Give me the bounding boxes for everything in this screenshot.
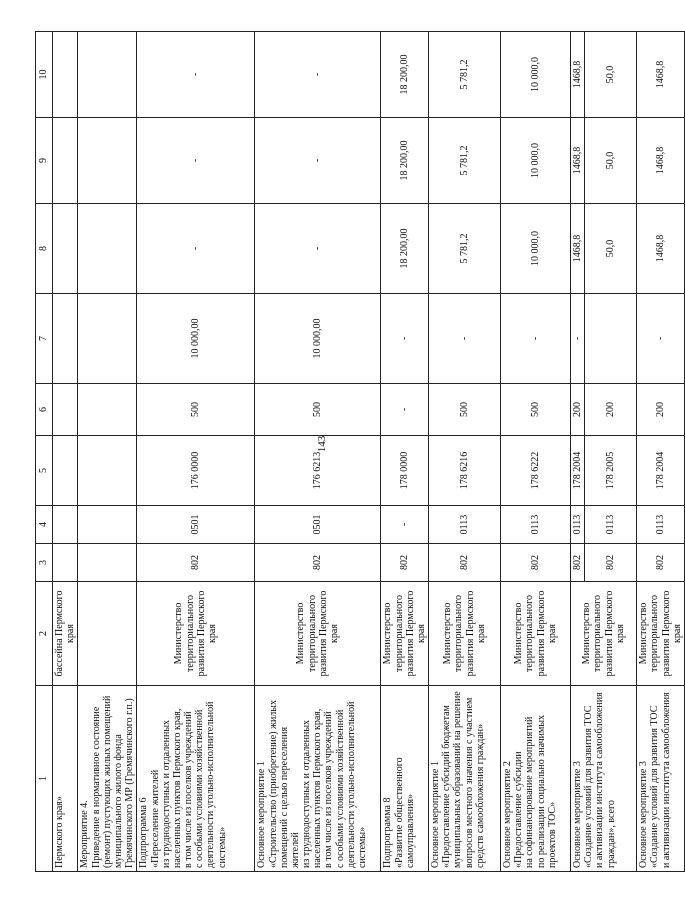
table-row: [381, 32, 429, 872]
table-row: [78, 32, 137, 872]
value-cell: [585, 294, 637, 384]
col-header: 10: [36, 32, 53, 118]
value-cell: -: [255, 32, 381, 118]
program-cell-line: «Развитие общественного: [393, 757, 405, 868]
value-cell: 10 000,00: [255, 294, 381, 384]
program-cell-line: Гремячинского МР (Гремячинского г.п.): [124, 698, 136, 868]
value-cell: 178 0000: [381, 436, 429, 506]
table-row: [429, 32, 501, 872]
value-cell: 5 781,2: [429, 118, 501, 204]
value-cell: -: [429, 294, 501, 384]
responsible-cell-line: территориального: [306, 594, 318, 673]
col-header: 9: [36, 118, 53, 204]
value-cell: 18 200,00: [381, 32, 429, 118]
program-cell-line: в том числе из поселков учреждений: [183, 711, 195, 868]
value-cell: 178 6222: [501, 436, 571, 506]
program-cell-line: вопросов местного значения с участием: [463, 697, 475, 868]
program-cell-line: Основное мероприятие 3: [572, 761, 584, 868]
program-cell-line: средств самообложения граждан»: [474, 723, 486, 868]
program-cell: [137, 686, 255, 872]
value-cell: 500: [501, 384, 571, 436]
value-cell: 200: [571, 384, 585, 436]
responsible-cell: [429, 582, 501, 686]
value-cell: [53, 544, 78, 582]
program-cell-line: Пермского края»: [54, 796, 65, 868]
value-cell: [78, 506, 137, 544]
responsible-cell: [381, 582, 429, 686]
col-header: 6: [36, 384, 53, 436]
program-cell-line: граждан», всего: [605, 800, 617, 868]
program-cell-line: «Создание условий для развития ТОС: [583, 705, 595, 868]
program-cell-line: деятельности угольно-исполнительной: [205, 701, 217, 868]
value-cell: 1468,8: [637, 118, 685, 204]
value-cell: [78, 384, 137, 436]
responsible-cell: [637, 582, 685, 686]
value-cell: 1468,8: [571, 32, 585, 118]
value-cell: 176 6213: [255, 436, 381, 506]
program-cell-line: по реализации социально значимых: [535, 714, 547, 868]
program-cell-line: «Предоставление субсидии: [513, 751, 525, 868]
value-cell: 1468,8: [571, 204, 585, 294]
program-cell-line: населенных пунктов Пермского края,: [312, 708, 324, 868]
value-cell: [78, 32, 137, 118]
value-cell: [53, 118, 78, 204]
table-row: [137, 32, 255, 872]
col-header: 8: [36, 204, 53, 294]
value-cell: 178 2005: [585, 436, 637, 506]
responsible-cell-line: территориального: [453, 594, 465, 673]
value-cell: -: [571, 294, 585, 384]
value-cell: -: [137, 204, 255, 294]
program-cell-line: Основное мероприятие 1: [430, 761, 442, 868]
value-cell: -: [501, 294, 571, 384]
program-cell-line: помещений с целью переселения жителей: [278, 726, 301, 868]
value-cell: [78, 204, 137, 294]
column-number-row: [36, 32, 53, 872]
program-cell-line: из труднодоступных и отдаленных: [301, 719, 313, 868]
value-cell: 178 6216: [429, 436, 501, 506]
program-cell-line: Подпрограмма 8: [382, 797, 394, 868]
program-cell-line: с особыми условиями хозяйственной: [194, 709, 206, 868]
value-cell: 176 0000: [137, 436, 255, 506]
value-cell: 50,0: [585, 32, 637, 118]
value-cell: [78, 544, 137, 582]
value-cell: [53, 32, 78, 118]
value-cell: 0113: [637, 506, 685, 544]
program-cell-line: Основное мероприятие 2: [502, 761, 514, 868]
program-cell-line: проектов ТОС»: [546, 801, 558, 868]
value-cell: 802: [381, 544, 429, 582]
program-cell: [78, 686, 137, 872]
value-cell: 1468,8: [571, 118, 585, 204]
responsible-cell-line: развития Пермского края: [317, 590, 340, 677]
program-cell-line: и активизации института самообложения: [660, 692, 672, 868]
budget-table: [35, 31, 685, 872]
value-cell: 500: [429, 384, 501, 436]
value-cell: 178 2004: [571, 436, 585, 506]
value-cell: [78, 294, 137, 384]
program-cell-line: и активизации института самообложения: [594, 692, 606, 868]
col-header: 4: [36, 506, 53, 544]
responsible-cell-line: развития Пермского края: [603, 590, 626, 677]
responsible-cell-line: территориального: [649, 594, 661, 673]
program-cell-line: Основное мероприятие 3: [638, 761, 650, 868]
program-cell-line: системы»: [216, 826, 228, 868]
value-cell: 50,0: [585, 118, 637, 204]
col-header: 7: [36, 294, 53, 384]
value-cell: 178 2004: [637, 436, 685, 506]
value-cell: 802: [501, 544, 571, 582]
value-cell: 802: [585, 544, 637, 582]
responsible-cell-line: развития Пермского края: [660, 590, 683, 677]
responsible-cell: [53, 582, 78, 686]
responsible-cell-line: Министерство: [638, 602, 650, 665]
program-cell-line: в том числе из поселков учреждений: [323, 711, 335, 868]
program-cell-line: системы»: [357, 826, 368, 868]
value-cell: 18 200,00: [381, 118, 429, 204]
value-cell: 10 000,0: [501, 204, 571, 294]
responsible-cell-line: развития Пермского края: [195, 590, 218, 677]
responsible-cell: [571, 582, 637, 686]
value-cell: -: [137, 118, 255, 204]
program-cell-line: «Строительство (приобретение) жилых: [267, 699, 279, 868]
responsible-cell-line: Министерство: [382, 602, 394, 665]
value-cell: 0113: [585, 506, 637, 544]
program-cell-line: Подпрограмма 6: [138, 797, 150, 868]
responsible-cell-line: Министерство: [173, 602, 185, 665]
program-cell-line: (ремонт) пустующих жилых помещений: [101, 695, 113, 868]
value-cell: 802: [571, 544, 585, 582]
value-cell: 10 000,0: [501, 32, 571, 118]
program-cell: [53, 686, 78, 872]
value-cell: 500: [255, 384, 381, 436]
table-row: [571, 32, 585, 872]
responsible-cell-line: развития Пермского края: [404, 590, 427, 677]
program-cell-line: «Предоставление субсидий бюджетам: [441, 705, 453, 868]
table-row: [501, 32, 571, 872]
responsible-cell: [255, 582, 381, 686]
rotated-page: [35, 32, 683, 872]
program-cell: [255, 686, 381, 872]
value-cell: 802: [137, 544, 255, 582]
value-cell: 802: [429, 544, 501, 582]
value-cell: 802: [637, 544, 685, 582]
value-cell: 10 000,0: [501, 118, 571, 204]
value-cell: 200: [585, 384, 637, 436]
value-cell: -: [255, 118, 381, 204]
value-cell: -: [637, 294, 685, 384]
program-cell: [637, 686, 685, 872]
responsible-cell: [137, 582, 255, 686]
value-cell: -: [381, 384, 429, 436]
value-cell: -: [381, 294, 429, 384]
value-cell: 0113: [429, 506, 501, 544]
value-cell: -: [381, 506, 429, 544]
program-cell-line: «Создание условий для развития ТОС: [649, 705, 661, 868]
program-cell-line: деятельности угольно-исполнительной: [345, 701, 357, 868]
value-cell: 0113: [501, 506, 571, 544]
table-row: [637, 32, 685, 872]
program-cell-line: муниципального жилого фонда: [112, 734, 124, 868]
page-number: 143: [316, 435, 328, 453]
responsible-cell-line: территориального: [393, 594, 405, 673]
program-cell: [501, 686, 571, 872]
value-cell: 802: [255, 544, 381, 582]
responsible-cell-line: территориального: [592, 594, 604, 673]
program-cell-line: самоуправления»: [404, 793, 416, 868]
program-cell: [429, 686, 501, 872]
table-row: [255, 32, 381, 872]
responsible-cell-line: территориального: [184, 594, 196, 673]
program-cell-line: населенных пунктов Пермского края,: [171, 708, 183, 868]
responsible-cell-line: Министерство: [295, 602, 307, 665]
value-cell: [78, 436, 137, 506]
value-cell: 0113: [571, 506, 585, 544]
value-cell: 1468,8: [637, 204, 685, 294]
value-cell: [53, 436, 78, 506]
value-cell: [78, 118, 137, 204]
value-cell: [53, 204, 78, 294]
program-cell-line: Основное мероприятие 1: [256, 761, 268, 868]
value-cell: -: [255, 204, 381, 294]
col-header: 3: [36, 544, 53, 582]
value-cell: 0501: [137, 506, 255, 544]
program-cell-line: Мероприятие 4.: [79, 800, 91, 868]
value-cell: [53, 506, 78, 544]
responsible-cell-line: развития Пермского края: [535, 590, 558, 677]
responsible-cell-line: развития Пермского края: [464, 590, 487, 677]
responsible-cell-line: территориального: [524, 594, 536, 673]
responsible-cell: [78, 582, 137, 686]
value-cell: 10 000,00: [137, 294, 255, 384]
value-cell: -: [137, 32, 255, 118]
value-cell: 5 781,2: [429, 32, 501, 118]
value-cell: 500: [137, 384, 255, 436]
value-cell: 5 781,2: [429, 204, 501, 294]
responsible-cell: [501, 582, 571, 686]
program-cell: [571, 686, 637, 872]
program-cell-line: из труднодоступных и отдаленных: [160, 719, 172, 868]
value-cell: 200: [637, 384, 685, 436]
program-cell-line: Приведение в нормативное состояние: [90, 706, 102, 868]
responsible-cell-line: бассейна Пермского края: [54, 590, 77, 677]
col-header: 2: [36, 582, 53, 686]
program-cell-line: на софинансирование мероприятий: [524, 716, 536, 868]
col-header: 5: [36, 436, 53, 506]
col-header: 1: [36, 686, 53, 872]
program-cell-line: «Переселение жителей: [149, 769, 161, 868]
table-row: [53, 32, 78, 872]
program-cell-line: муниципальных образований на решение: [452, 691, 464, 868]
responsible-cell-line: Министерство: [442, 602, 454, 665]
value-cell: 18 200,00: [381, 204, 429, 294]
value-cell: [53, 384, 78, 436]
value-cell: 1468,8: [637, 32, 685, 118]
value-cell: 0501: [255, 506, 381, 544]
program-cell: [381, 686, 429, 872]
value-cell: 50,0: [585, 204, 637, 294]
responsible-cell-line: Министерство: [513, 602, 525, 665]
value-cell: [53, 294, 78, 384]
program-cell-line: с особыми условиями хозяйственной: [334, 709, 346, 868]
responsible-cell-line: Министерство: [581, 602, 593, 665]
